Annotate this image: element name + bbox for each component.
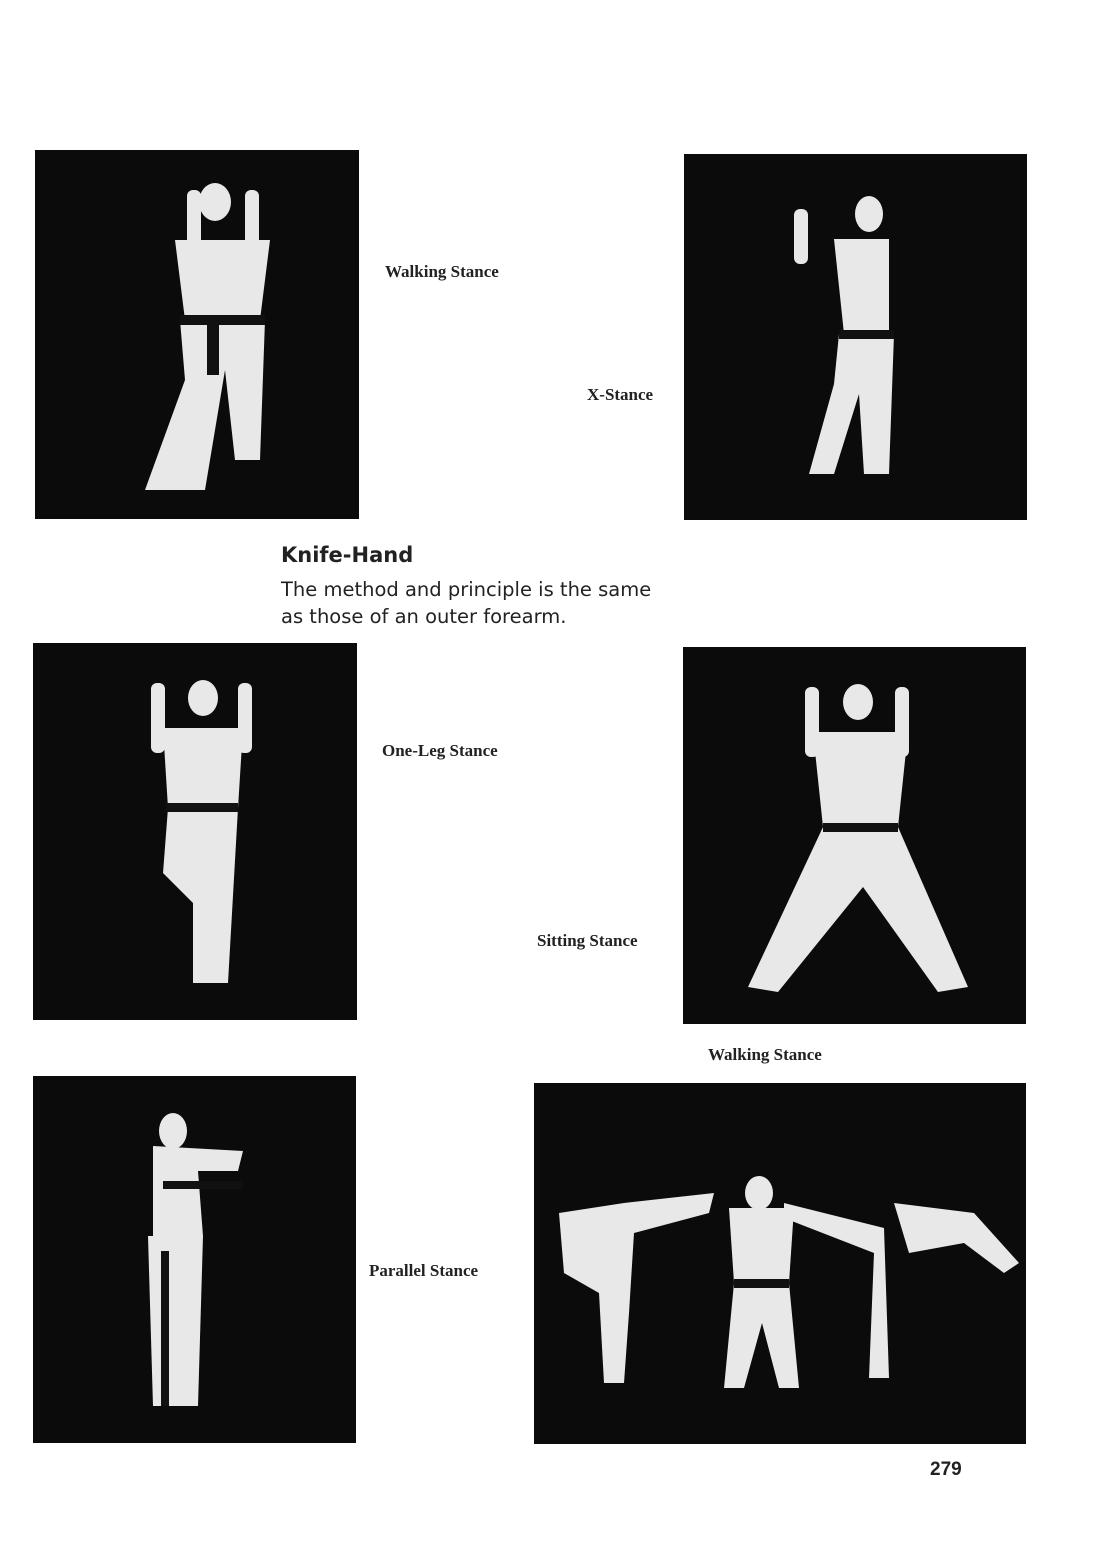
caption-parallel-stance: Parallel Stance <box>369 1261 479 1280</box>
photo-x-stance <box>684 154 1027 520</box>
caption-x-stance: X-Stance <box>587 385 654 404</box>
martial-artist-figure <box>684 154 1027 520</box>
martial-artist-figure <box>33 1076 356 1443</box>
photo-parallel-stance <box>33 1076 356 1443</box>
page-number: 279 <box>930 1459 962 1480</box>
body-line: as those of an outer forearm. <box>281 605 567 628</box>
photo-sitting-stance <box>683 647 1026 1024</box>
section-heading: Knife-Hand <box>281 543 414 567</box>
body-line: The method and principle is the same <box>281 578 652 601</box>
caption-one-leg-stance: One-Leg Stance <box>382 741 498 760</box>
photo-walking-stance-group <box>534 1083 1026 1444</box>
martial-artist-figure <box>33 643 357 1020</box>
section-body <box>281 576 651 630</box>
photo-walking-stance-front <box>35 150 359 519</box>
martial-artist-figure <box>35 150 359 519</box>
caption-walking-stance-group: Walking Stance <box>708 1045 822 1064</box>
martial-artist-figure <box>683 647 1026 1024</box>
caption-walking-stance: Walking Stance <box>385 262 499 281</box>
caption-sitting-stance: Sitting Stance <box>537 931 638 950</box>
martial-artists-group <box>534 1083 1026 1444</box>
photo-one-leg-stance <box>33 643 357 1020</box>
